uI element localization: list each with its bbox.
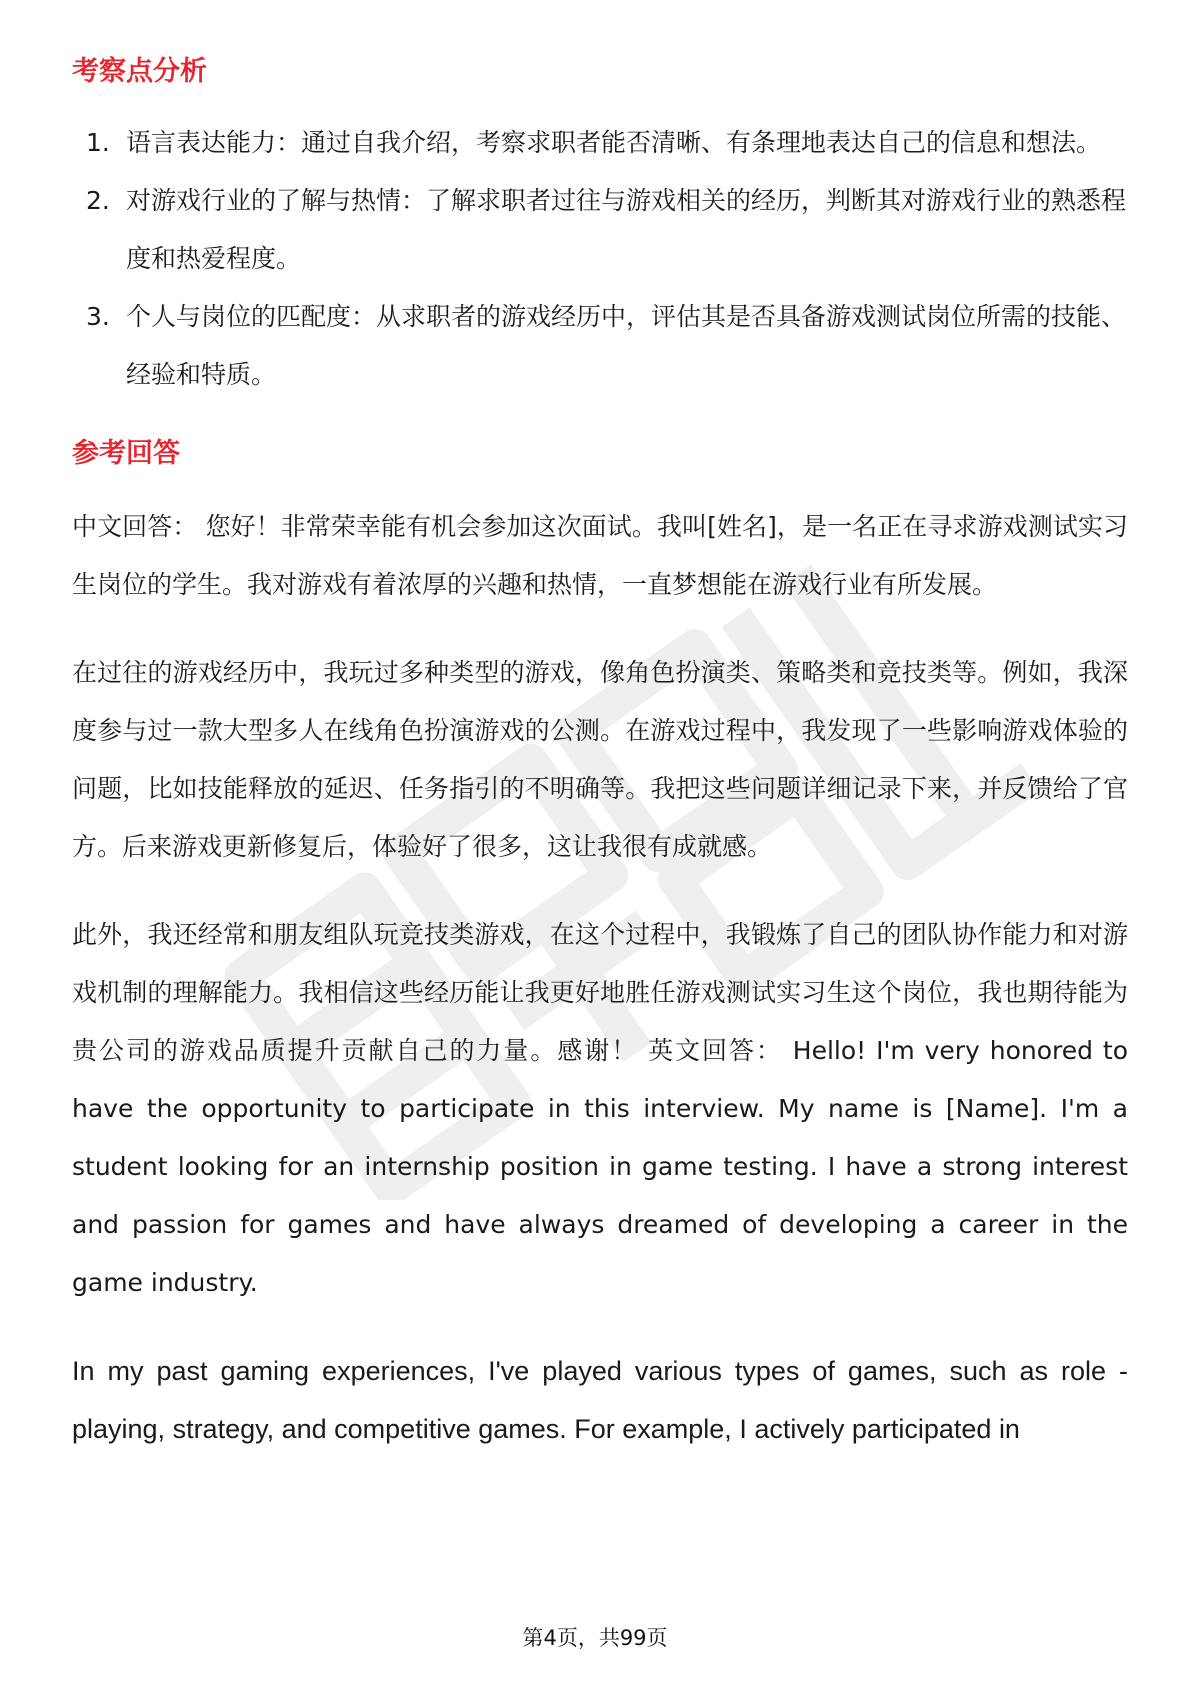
list-item [72,172,1128,288]
list-text: 对游戏行业的了解与热情：了解求职者过往与游戏相关的经历，判断其对游戏行业的熟悉程度和热爱程度。 [126,186,1127,273]
answer-paragraph: 中文回答： 您好！非常荣幸能有机会参加这次面试。我叫[姓名]，是一名正在寻求游戏测试实习生岗位的学生。我对游戏有着浓厚的兴趣和热情，一直梦想能在游戏行业有所发展。 [72,512,1128,599]
answer-paragraph: 在过往的游戏经历中，我玩过多种类型的游戏，像角色扮演类、策略类和竞技类等。例如，我深度参与过一款大型多人在线角色扮演游戏的公测。在游戏过程中，我发现了一些影响游戏体验的问题，比如技能释放的延迟、任务指引的不明确等。我把这些问题详细记录下来，并反馈给了官方。后来游戏更新修复后，体验好了很多，这让我很有成就感。 [72,658,1128,861]
analysis-list [72,114,1128,404]
list-text: 个人与岗位的匹配度：从求职者的游戏经历中，评估其是否具备游戏测试岗位所需的技能、经验和特质。 [126,302,1127,389]
list-item [72,114,1128,172]
analysis-heading: 考察点分析 [72,56,207,87]
answer-paragraph: 此外，我还经常和朋友组队玩竞技类游戏，在这个过程中，我锻炼了自己的团队协作能力和对游戏机制的理解能力。我相信这些经历能让我更好地胜任游戏测试实习生这个岗位，我也期待能为贵公司的游戏品质提升贡献自己的力量。感谢！ 英文回答： Hello! I'm very honored to have the opportunity to participate in this interview. My name is [Name]. I'm a student looking for an internship position in game testing. I have a strong interest and passion for games and have always dreamed of developing a career in the game industry. [72,920,1128,1297]
list-number: 1. [86,128,110,157]
list-text: 语言表达能力：通过自我介绍，考察求职者能否清晰、有条理地表达自己的信息和想法。 [126,128,1102,157]
answer-heading: 参考回答 [72,438,180,469]
document-page [72,40,1128,1458]
list-number: 3. [86,302,110,331]
page-number: 第4页，共99页 [522,1626,668,1650]
list-item [72,288,1128,404]
answer-paragraph: In my past gaming experiences, I've played various types of games, such as role - playing, strategy, and competitive games. For example, I actively participated in [72,1356,1128,1444]
list-number: 2. [86,186,110,215]
